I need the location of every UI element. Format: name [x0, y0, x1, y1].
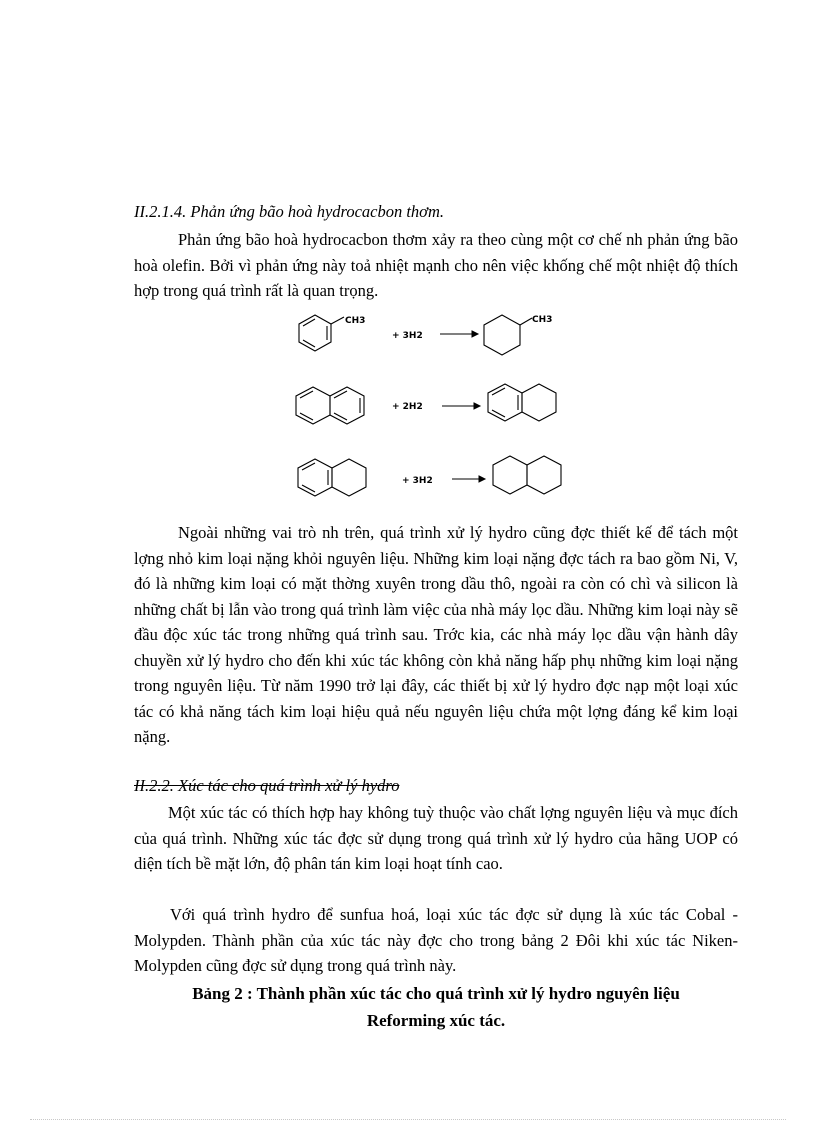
paragraph-metal-removal	[134, 520, 738, 750]
paragraph-4-text: Với quá trình hydro để sunfua hoá, loại xúc tác đợc sử dụng là xúc tác Cobal - Molypden. Thành phần của xúc tác này đợc cho trong bảng 2 Đôi khi xúc tác Niken-Molypden cũng đợc sử dụng trong quá trình này.	[134, 905, 738, 975]
paragraph-aromatic-saturation	[134, 227, 738, 304]
paragraph-3-text: Một xúc tác có thích hợp hay không tuỳ thuộc vào chất lợng nguyên liệu và mục đích của quá trình. Những xúc tác đợc sử dụng trong quá trình xử lý hydro của hãng UOP có diện tích bề mặt lớn, độ phân tán kim loại hoạt tính cao.	[134, 803, 738, 873]
reaction-scheme	[280, 305, 580, 515]
table-caption	[134, 980, 738, 1034]
toluene-structure	[299, 315, 344, 351]
r3-reagent-text: + 3H2	[402, 476, 433, 486]
tetralin-reactant-structure	[298, 459, 366, 496]
naphthalene-structure	[296, 387, 364, 424]
methylcyclohexane-structure	[484, 315, 532, 355]
paragraph-catalyst-suitability	[134, 800, 738, 877]
table-caption-line-2: Reforming xúc tác.	[366, 1011, 506, 1030]
paragraph-2-text: Ngoài những vai trò nh trên, quá trình xử lý hydro cũng đợc thiết kế để tách một lợng nhỏ kim loại nặng khỏi nguyên liệu. Những kim loại nặng đợc tách ra bao gồm Ni, V, đó là những kim loại có mặt thờng xuyên trong dầu thô, ngoài ra còn có chì và silicon là những chất bị lẫn vào trong quá trình làm việc của nhà máy lọc dầu. Những kim loại này sẽ đầu độc xúc tác trong những quá trình sau. Trớc kia, các nhà máy lọc dầu vận hành dây chuyền xử lý hydro cho đến khi xúc tác không còn khả năng hấp phụ những kim loại nặng trong nguyên liệu. Từ năm 1990 trở lại đây, các thiết bị xử lý hydro đợc nạp một loại xúc tác có khả năng tách kim loại hiệu quả nếu nguyên liệu chứa một lợng đáng kể kim loại nặng.	[134, 523, 738, 746]
r2-arrow	[442, 403, 480, 409]
page-bottom-divider	[30, 1119, 786, 1120]
paragraph-cobalt-molybdenum	[134, 902, 738, 979]
section-heading: II.2.1.4. Phản ứng bão hoà hydrocacbon thơm.	[134, 202, 445, 221]
decalin-structure	[493, 456, 561, 494]
r1-reagent-text: + 3H2	[392, 331, 423, 341]
r2-reagent-text: + 2H2	[392, 402, 423, 412]
subsection-heading: II.2.2. Xúc tác cho quá trình xử lý hydro	[134, 776, 400, 795]
table-caption-line-1: Bảng 2 : Thành phần xúc tác cho quá trình xử lý hydro nguyên liệu	[192, 984, 680, 1003]
tetralin-structure	[488, 384, 556, 421]
r3-arrow	[452, 476, 485, 482]
r1-product-substituent-text: CH3	[532, 315, 553, 325]
r1-arrow	[440, 331, 478, 337]
paragraph-1-text: Phản ứng bão hoà hydrocacbon thơm xảy ra theo cùng một cơ chế nh phản ứng bão hoà olefin. Bởi vì phản ứng này toả nhiệt mạnh cho nên việc khống chế một nhiệt độ thích hợp trong quá trình rất là quan trọng.	[134, 230, 738, 300]
r1-substituent-text: CH3	[345, 316, 366, 326]
